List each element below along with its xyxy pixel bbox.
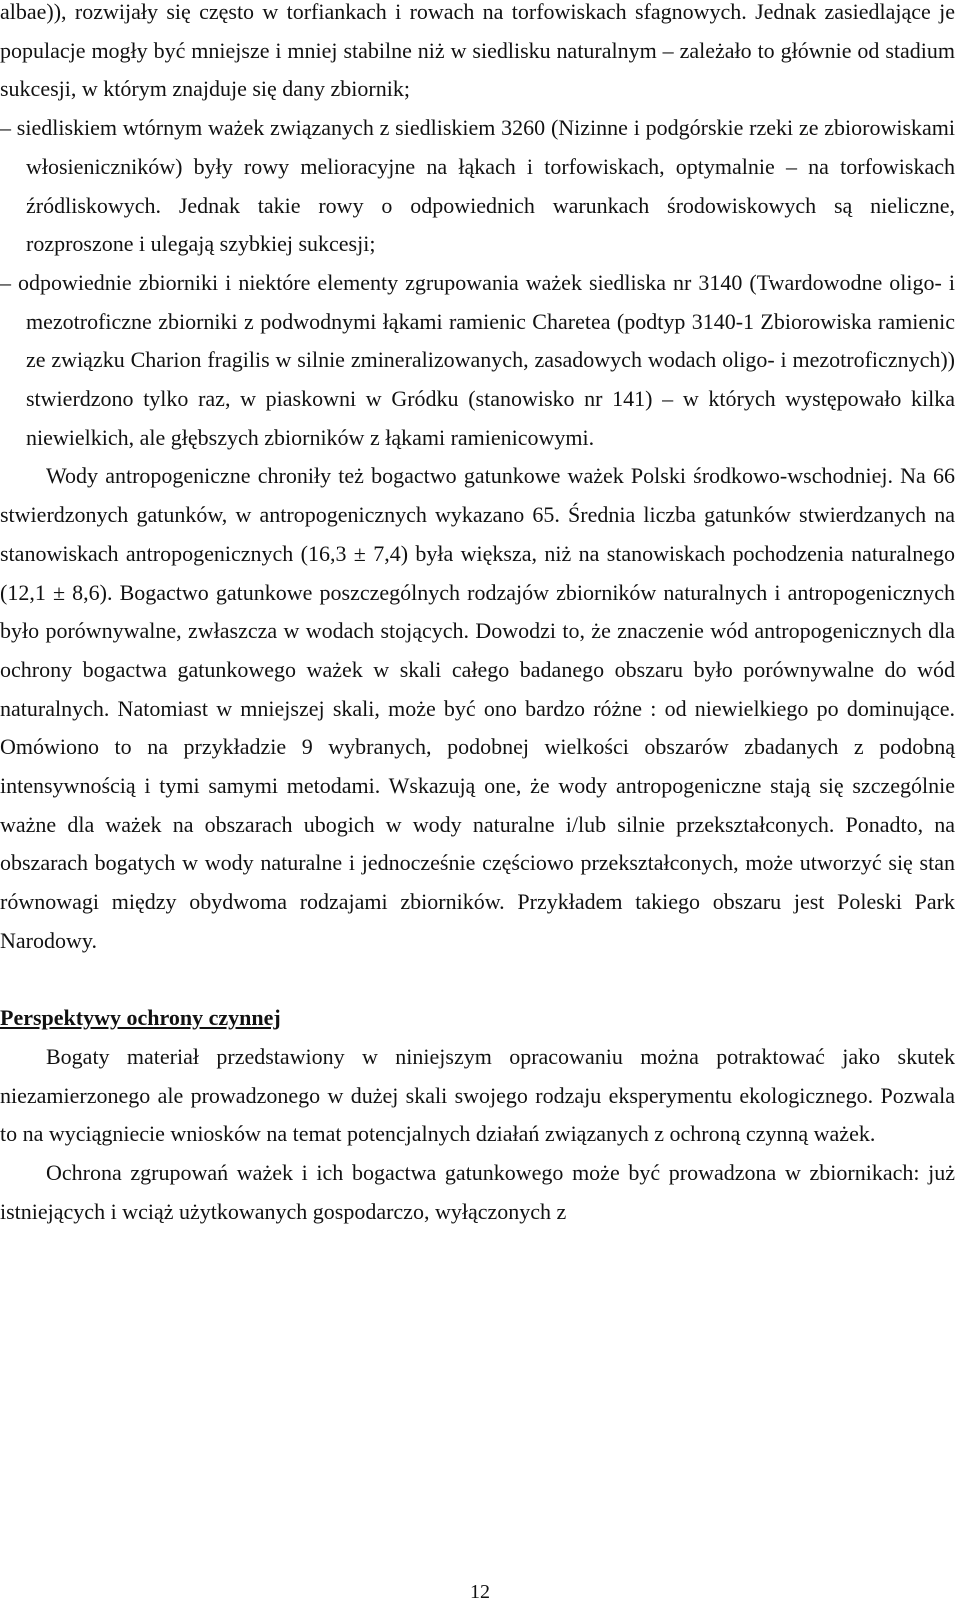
list-item-3260: – siedliskiem wtórnym ważek związanych z siedliskiem 3260 (Nizinne i podgórskie rzeki ze zbiorowiskami włosieniczników) były rowy melioracyjne na łąkach i torfowiskach, optymalnie – na torfowiskach źródliskowych. Jednak takie rowy o odpowiednich warunkach środowiskowych są nieliczne, rozproszone i ulegają szybkiej sukcesji; [0,115,955,257]
paragraph-anthropogenic-waters: Wody antropogeniczne chroniły też bogactwo gatunkowe ważek Polski środkowo-wschodniej. Na 66 stwierdzonych gatunków, w antropogenicznych wykazano 65. Średnia liczba gatunków stwierdzanych na stanowiskach antropogenicznych (16,3 ± 7,4) była większa, niż na stanowiskach pochodzenia naturalnego (12,1 ± 8,6). Bogactwo gatunkowe poszczególnych rodzajów zbiorników naturalnych i antropogenicznych było porównywalne, zwłaszcza w wodach stojących. Dowodzi to, że znaczenie wód antropogenicznych dla ochrony bogactwa gatunkowego ważek w skali całego badanego obszaru było porównywalne do wód naturalnych. Natomiast w mniejszej skali, może być ono bardzo różne : od niewielkiego po dominujące. Omówiono to na przykładzie 9 wybranych, podobnej wielkości obszarów zbadanych z podobną intensywnością i tymi samymi metodami. Wskazują one, że wody antropogeniczne stają się szczególnie ważne dla ważek na obszarach ubogich w wody naturalne i/lub silnie przekształconych. Ponadto, na obszarach bogatych w wody naturalne i jednocześnie częściowo przekształconych, może utworzyć się stan równowagi między obydwoma rodzajami zbiorników. Przykładem takiego obszaru jest Poleski Park Narodowy. [0,463,955,953]
paragraph-continuation: albae)), rozwijały się często w torfiankach i rowach na torfowiskach sfagnowych. Jednak zasiedlające je populacje mogły być mniejsze i mniej stabilne niż w siedlisku naturalnym – zależało to głównie od stadium sukcesji, w którym znajduje się dany zbiornik; [0,0,955,102]
page-number: 12 [470,1581,490,1603]
section-heading: Perspektywy ochrony czynnej [0,1005,281,1031]
list-item-3140: – odpowiednie zbiorniki i niektóre elementy zgrupowania ważek siedliska nr 3140 (Twardowodne oligo- i mezotroficzne zbiorniki z podwodnymi łąkami ramienic Charetea (podtyp 3140-1 Zbiorowiska ramienic ze związku Charion fragilis w silnie zmineralizowanych, zasadowych wodach oligo- i mezotroficznych)) stwierdzono tylko raz, w piaskowni w Gródku (stanowisko nr 141) – w których występowało kilka niewielkich, ale głębszych zbiorników z łąkami ramienicowymi. [0,269,955,450]
paragraph-protection: Ochrona zgrupowań ważek i ich bogactwa gatunkowego może być prowadzona w zbiornikach: już istniejących i wciąż użytkowanych gospodarczo, wyłączonych z [0,1160,955,1224]
paragraph-experiment: Bogaty materiał przedstawiony w niniejszym opracowaniu można potraktować jako skutek niezamierzonego ale prowadzonego w dużej skali swojego rodzaju eksperymentu ekologicznego. Pozwala to na wyciągniecie wniosków na temat potencjalnych działań związanych z ochroną czynną ważek. [0,1043,955,1147]
